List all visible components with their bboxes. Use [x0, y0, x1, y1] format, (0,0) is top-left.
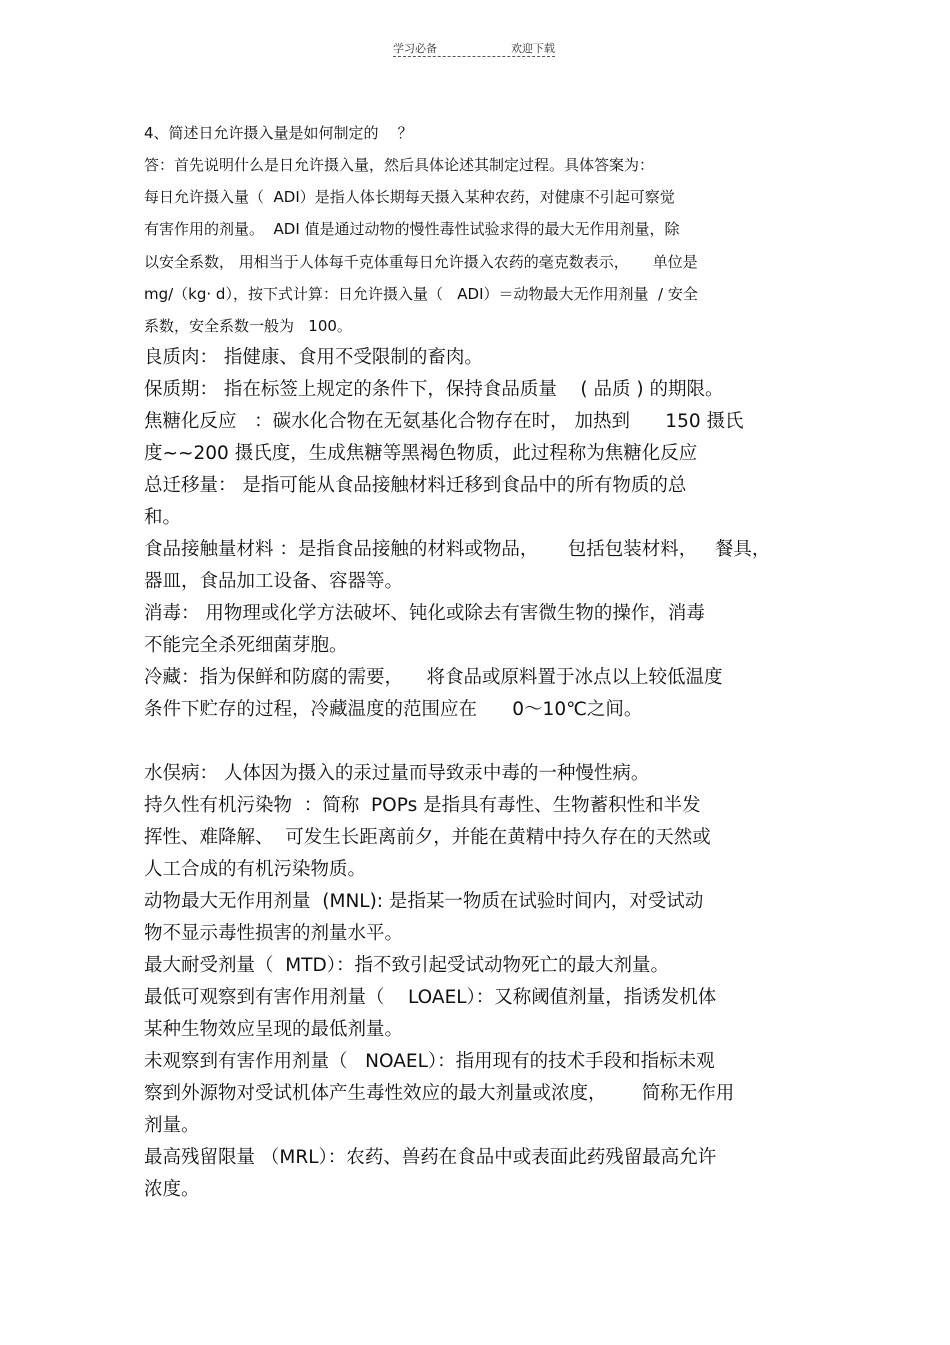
- definition-line: 物不显示毒性损害的剂量水平。: [144, 923, 404, 944]
- definition-line: 未观察到有害作用剂量（ NOAEL）：指用现有的技术手段和指标未观: [144, 1051, 715, 1072]
- definition-line: 挥性、难降解、 可发生长距离前夕，并能在黄精中持久存在的天然或: [144, 827, 711, 848]
- definition-line: 和。: [144, 507, 182, 528]
- answer-line: 答：首先说明什么是日允许摄入量，然后具体论述其制定过程。具体答案为：: [144, 156, 655, 174]
- answer-line: 以安全系数， 用相当于人体每千克体重每日允许摄入农药的毫克数表示， 单位是: [144, 253, 698, 271]
- definition-line: 察到外源物对受试机体产生毒性效应的最大剂量或浓度， 简称无作用: [144, 1083, 735, 1104]
- question-title: 4、简述日允许摄入量是如何制定的 ？: [144, 124, 413, 142]
- definition-line: 最大耐受剂量（ MTD）：指不致引起受试动物死亡的最大剂量。: [144, 955, 670, 976]
- definition-line: 条件下贮存的过程，冷藏温度的范围应在 0～10℃之间。: [144, 699, 643, 720]
- definition-line: 食品接触量材料 ：是指食品接触的材料或物品， 包括包装材料， 餐具，: [144, 539, 771, 560]
- answer-line: 系数，安全系数一般为 100。: [144, 317, 352, 335]
- definition-line: 持久性有机污染物 ：简称 POPs 是指具有毒性、生物蓄积性和半发: [144, 795, 701, 816]
- header-divider: [393, 56, 555, 57]
- answer-line: 有害作用的剂量。 ADI 值是通过动物的慢性毒性试验求得的最大无作用剂量，除: [144, 220, 680, 238]
- definition-line: 器皿，食品加工设备、容器等。: [144, 571, 404, 592]
- definition-line: 焦糖化反应 ：碳水化合物在无氨基化合物存在时， 加热到 150 摄氏: [144, 411, 744, 432]
- definition-line: 良质肉： 指健康、食用不受限制的畜肉。: [144, 347, 483, 368]
- definition-line: 冷藏：指为保鲜和防腐的需要， 将食品或原料置于冰点以上较低温度: [144, 667, 723, 688]
- definition-line: 剂量。: [144, 1115, 200, 1136]
- definition-line: 水俣病： 人体因为摄入的汞过量而导致汞中毒的一种慢性病。: [144, 763, 650, 784]
- definition-line: 不能完全杀死细菌芽胞。: [144, 635, 348, 656]
- definition-line: 消毒： 用物理或化学方法破坏、钝化或除去有害微生物的操作，消毒: [144, 603, 705, 624]
- answer-line: 每日允许摄入量（ ADI）是指人体长期每天摄入某种农药，对健康不引起可察觉: [144, 188, 675, 206]
- definition-line: 动物最大无作用剂量 (MNL): 是指某一物质在试验时间内，对受试动: [144, 891, 704, 912]
- definition-line: 总迁移量： 是指可能从食品接触材料迁移到食品中的所有物质的总: [144, 475, 687, 496]
- answer-line: mg/（kg· d），按下式计算：日允许摄入量（ ADI）＝动物最大无作用剂量 / 安全: [144, 285, 698, 303]
- header-left-text: 学习必备: [393, 42, 437, 55]
- definition-line: 浓度。: [144, 1179, 200, 1200]
- definition-line: 人工合成的有机污染物质。: [144, 859, 367, 880]
- definition-line: 保质期： 指在标签上规定的条件下，保持食品质量 ( 品质 ) 的期限。: [144, 379, 724, 400]
- definition-line: 某种生物效应呈现的最低剂量。: [144, 1019, 404, 1040]
- definition-line: 最高残留限量 （MRL）：农药、兽药在食品中或表面此药残留最高允许: [144, 1147, 717, 1168]
- header-right-text: 欢迎下载: [511, 42, 555, 55]
- definition-line: 最低可观察到有害作用剂量（ LOAEL）：又称阈值剂量，指诱发机体: [144, 987, 717, 1008]
- definition-line: 度~~200 摄氏度，生成焦糖等黑褐色物质，此过程称为焦糖化反应: [144, 443, 698, 464]
